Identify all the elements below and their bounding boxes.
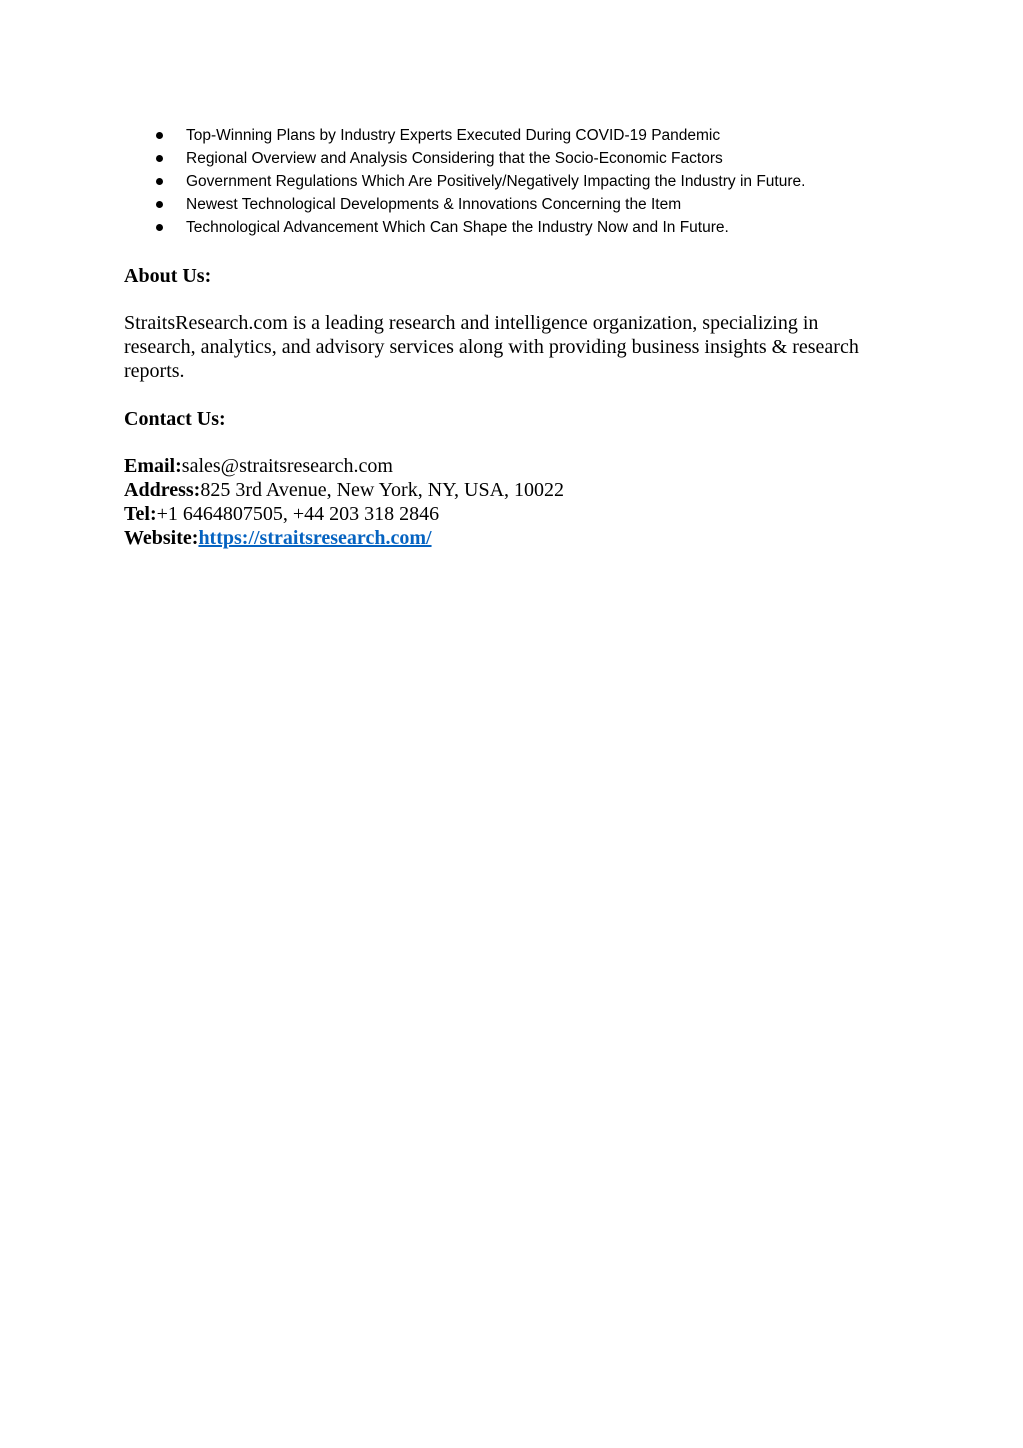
address-value: 825 3rd Avenue, New York, NY, USA, 10022 [200,479,565,501]
bullet-icon [156,224,163,231]
bullet-text: Technological Advancement Which Can Shape the Industry Now and In Future. [186,219,729,236]
email-value: sales@straitsresearch.com [181,455,393,477]
about-paragraph: StraitsResearch.com is a leading research and intelligence organization, specializing in research, analytics, and advisory services along with providing business insights & research reports. [124,312,859,382]
email-line [124,454,564,478]
contact-heading: Contact Us: [124,408,226,430]
tel-value: +1 6464807505, +44 203 318 2846 [156,503,440,525]
address-line [124,478,564,502]
email-label: Email: [124,455,182,477]
contact-details [124,454,564,550]
bullet-icon [156,132,163,139]
address-label: Address: [124,479,201,501]
bullet-icon [156,155,163,162]
tel-line [124,502,564,526]
bullet-text: Government Regulations Which Are Positively/Negatively Impacting the Industry in Future. [186,173,806,190]
bullet-item [155,147,805,170]
website-line [124,526,564,550]
website-label: Website: [124,527,199,549]
feature-bullet-list [155,124,805,239]
bullet-text: Regional Overview and Analysis Considering that the Socio-Economic Factors [186,150,723,167]
bullet-item [155,216,805,239]
bullet-item [155,124,805,147]
bullet-icon [156,201,163,208]
about-heading: About Us: [124,265,212,287]
bullet-item [155,193,805,216]
bullet-icon [156,178,163,185]
website-link[interactable]: https://straitsresearch.com/ [198,527,432,549]
tel-label: Tel: [124,503,157,525]
bullet-text: Top-Winning Plans by Industry Experts Executed During COVID-19 Pandemic [186,127,721,144]
bullet-item [155,170,805,193]
bullet-text: Newest Technological Developments & Innovations Concerning the Item [186,196,682,213]
